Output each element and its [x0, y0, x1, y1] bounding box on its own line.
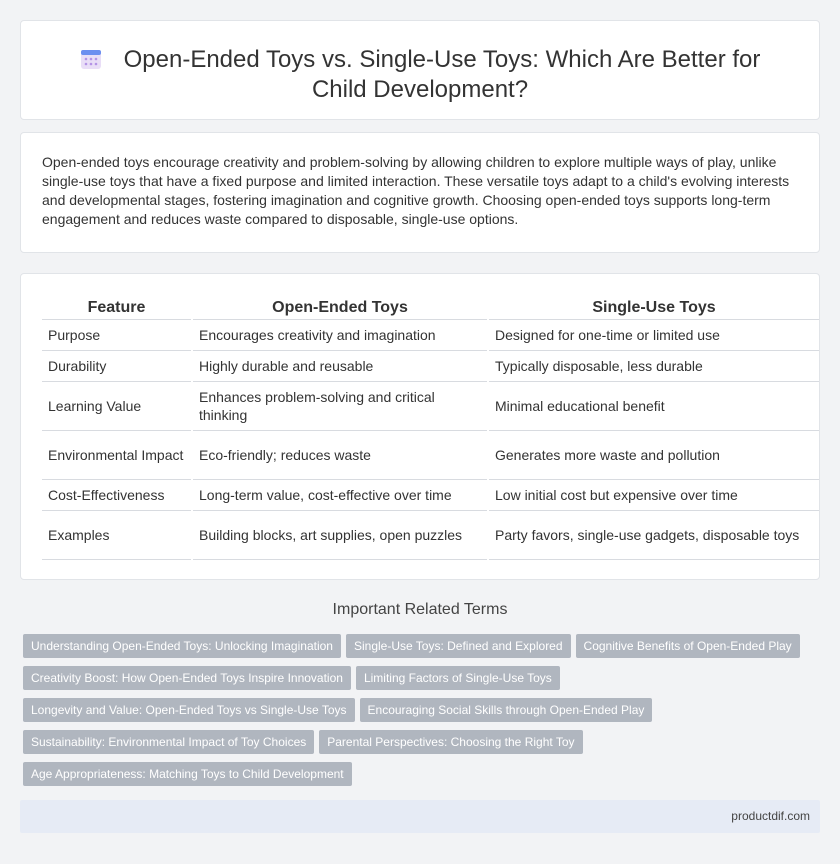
open-ended-cell: Highly durable and reusable: [192, 350, 488, 381]
open-ended-cell: Encourages creativity and imagination: [192, 319, 488, 350]
table-row: [42, 381, 819, 430]
calendar-icon: [80, 48, 102, 70]
page-title: Open-Ended Toys vs. Single-Use Toys: Which Are Better for Child Development?: [123, 46, 761, 103]
comparison-table-card: [20, 273, 820, 580]
related-terms-heading: Important Related Terms: [332, 601, 508, 618]
table-row: [42, 319, 819, 350]
related-term-tag[interactable]: Longevity and Value: Open-Ended Toys vs Single-Use Toys: [23, 698, 355, 722]
title-card: [20, 20, 820, 120]
feature-cell: Cost-Effectiveness: [42, 479, 192, 510]
table-header-row: [42, 297, 819, 319]
feature-cell: Durability: [42, 350, 192, 381]
feature-cell: Environmental Impact: [42, 430, 192, 479]
related-term-tag[interactable]: Limiting Factors of Single-Use Toys: [356, 666, 560, 690]
related-term-tag[interactable]: Creativity Boost: How Open-Ended Toys Inspire Innovation: [23, 666, 351, 690]
single-use-cell: Minimal educational benefit: [488, 381, 819, 430]
single-use-cell: Low initial cost but expensive over time: [488, 479, 819, 510]
single-use-cell: Typically disposable, less durable: [488, 350, 819, 381]
feature-cell: Learning Value: [42, 381, 192, 430]
single-use-cell: Designed for one-time or limited use: [488, 319, 819, 350]
related-term-tag[interactable]: Single-Use Toys: Defined and Explored: [346, 634, 571, 658]
single-use-cell: Party favors, single-use gadgets, disposable toys: [488, 510, 819, 559]
table-row: [42, 350, 819, 381]
related-term-tag[interactable]: Age Appropriateness: Matching Toys to Child Development: [23, 762, 352, 786]
single-use-cell: Generates more waste and pollution: [488, 430, 819, 479]
related-term-tag[interactable]: Sustainability: Environmental Impact of Toy Choices: [23, 730, 314, 754]
intro-card: [20, 132, 820, 253]
table-row: [42, 430, 819, 479]
feature-cell: Purpose: [42, 319, 192, 350]
open-ended-cell: Long-term value, cost-effective over time: [192, 479, 488, 510]
related-terms-tags: [23, 634, 813, 794]
related-term-tag[interactable]: Parental Perspectives: Choosing the Right Toy: [319, 730, 582, 754]
table-row: [42, 479, 819, 510]
header-open-ended: Open-Ended Toys: [192, 297, 488, 319]
open-ended-cell: Building blocks, art supplies, open puzzles: [192, 510, 488, 559]
page-title-wrap: [51, 45, 789, 105]
footer-site-link[interactable]: productdif.com: [731, 809, 810, 823]
related-term-tag[interactable]: Cognitive Benefits of Open-Ended Play: [576, 634, 800, 658]
feature-cell: Examples: [42, 510, 192, 559]
footer-bar: [20, 800, 820, 833]
open-ended-cell: Enhances problem-solving and critical thinking: [192, 381, 488, 430]
open-ended-cell: Eco-friendly; reduces waste: [192, 430, 488, 479]
header-single-use: Single-Use Toys: [488, 297, 819, 319]
header-feature: Feature: [42, 297, 192, 319]
intro-paragraph: Open-ended toys encourage creativity and problem-solving by allowing children to explore multiple ways of play, unlike single-use toys that have a fixed purpose and limited interaction. These versatile toys adapt to a child's evolving interests and developmental stages, fostering imagination and cognitive growth. Choosing open-ended toys supports long-term engagement and reduces waste compared to disposable, single-use options.: [42, 154, 790, 227]
table-row: [42, 510, 819, 559]
comparison-table: [42, 297, 819, 560]
related-term-tag[interactable]: Understanding Open-Ended Toys: Unlocking Imagination: [23, 634, 341, 658]
related-term-tag[interactable]: Encouraging Social Skills through Open-Ended Play: [360, 698, 653, 722]
